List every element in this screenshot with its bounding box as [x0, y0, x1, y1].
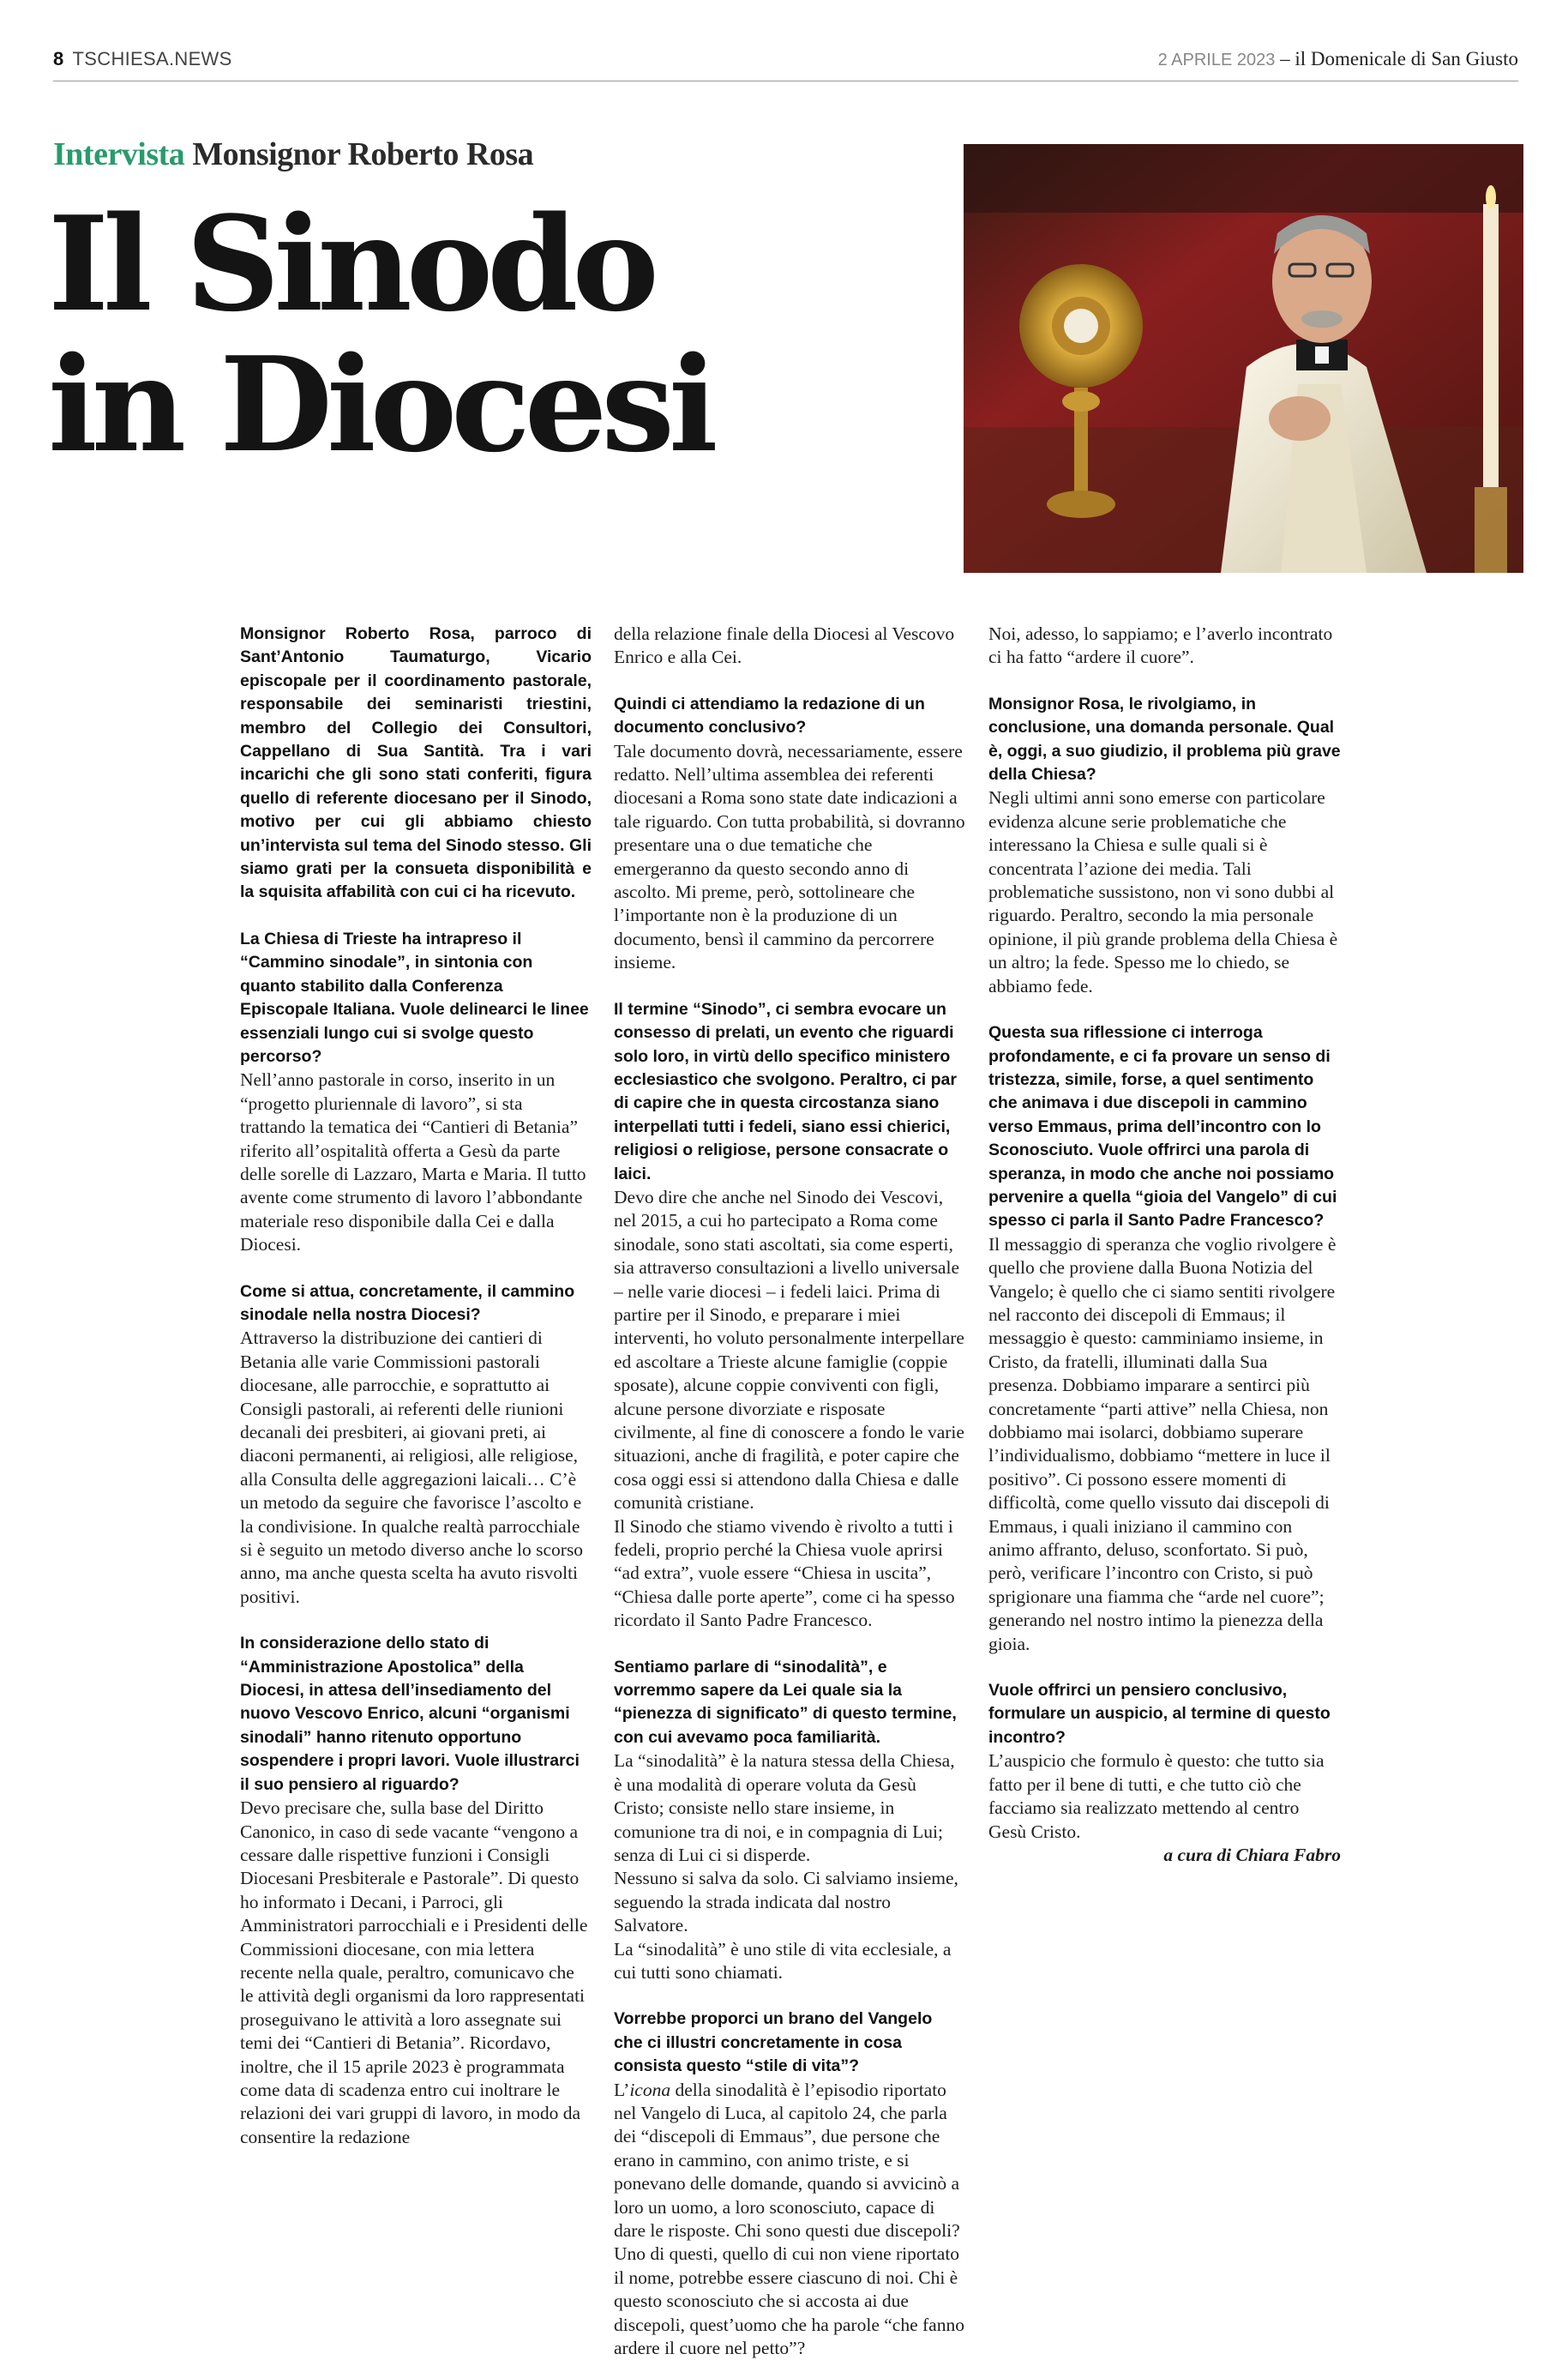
question-5: Il termine “Sinodo”, ci sembra evocare un consesso di prelati, un evento che riguardi solo loro, in virtù dello specifico ministero ecclesiastico che svolgono. Peraltro, ci par di capire che in questa circostanza siano interpellati tutti i fedeli, siano essi chierici, religiosi o religiose, persone consacrate o laici.: [614, 999, 957, 1183]
header-dash: –: [1280, 48, 1290, 69]
answer-2: Attraverso la distribuzione dei cantieri di Betania alle varie Commissioni pastorali diocesane, alle parrocchie, e soprattutto ai Consigli pastorali, ai referenti delle riunioni decanali dei presbiteri, ai giovani preti, ai diaconi permanenti, ai religiosi, alle religiose, alla Consulta delle aggregazioni laicali… C’è un metodo da seguire che favorisce l’ascolto e la condivisione. In qualche realtà parrocchiale si è seguito un metodo diverso anche lo scorso anno, ma anche questa scelta ha avuto risvolti positivi.: [240, 1328, 584, 1607]
article-photo: [964, 144, 1523, 573]
article-column-3: [988, 623, 1341, 1890]
issue-date: 2 APRILE 2023: [1157, 51, 1276, 69]
question-1: La Chiesa di Trieste ha intrapreso il “Cammino sinodale”, in sintonia con quanto stabilito dalla Conferenza Episcopale Italiana. Vuole delinearci le linee essenziali lungo cui si svolge questo percorso?: [240, 929, 589, 1066]
question-9: Questa sua riflessione ci interroga profondamente, e ci fa provare un senso di tristezza, simile, forse, a quel sentimento che animava i due discepoli in cammino verso Emmaus, prima dell’incontro con lo Sconosciuto. Vuole offrirci una parola di speranza, in modo che anche noi possiamo pervenire a quella “gioia del Vangelo” di cui spesso ci parla il Santo Padre Francesco?: [988, 1023, 1337, 1231]
question-4: Quindi ci attendiamo la redazione di un documento conclusivo?: [614, 694, 925, 738]
headline-line-1: Il Sinodo: [48, 187, 653, 340]
question-8: Monsignor Rosa, le rivolgiamo, in conclusione, una domanda personale. Qual è, oggi, a suo giudizio, il problema più grave della Chiesa?: [988, 694, 1341, 785]
header-left: [53, 48, 232, 70]
answer-9: Il messaggio di speranza che voglio rivolgere è quello che proviene dalla Buona Notizia del Vangelo; è quello che ci siamo sentiti rivolgere nel racconto dei discepoli di Emmaus; il messaggio è questo: camminiamo insieme, in Cristo, da fratelli, illuminati dalla Sua presenza. Dobbiamo imparare a sentirci più concretamente “parti attive” nella Chiesa, non dobbiamo mai isolarci, dobbiamo superare l’individualismo, dobbiamo “mettere in luce il positivo”. Ci possono essere momenti di difficoltà, come quello vissuto dai discepoli di Emmaus, i quali iniziano il cammino con animo affranto, deluso, sconfortato. Si può, però, verificare l’incontro con Cristo, si può sprigionare una fiamma che “arde nel cuore”; generando nel nostro intimo la pienezza della gioia.: [988, 1233, 1337, 1654]
article-headline: [48, 187, 712, 481]
page-number: 8: [53, 48, 64, 69]
kicker-person: Monsignor Roberto Rosa: [192, 136, 534, 172]
article-intro: Monsignor Roberto Rosa, parroco di Sant’Antonio Taumaturgo, Vicario episcopale per il coordinamento pastorale, responsabile dei seminaristi triestini, membro del Collegio dei Consultori, Cappellano di Sua Santità. Tra i vari incarichi che gli sono stati conferiti, figura quello di referente diocesano per il Sinodo, motivo per cui gli abbiamo chiesto un’intervista sul tema del Sinodo stesso. Gli siamo grati per la consueta disponibilità e la squisita affabilità con cui ci ha ricevuto.: [240, 624, 592, 902]
question-2: Come si attua, concretamente, il cammino sinodale nella nostra Diocesi?: [240, 1281, 575, 1324]
article-column-2: [614, 623, 965, 2360]
headline-line-2: in Diocesi: [48, 328, 712, 481]
kicker-label: Intervista: [53, 136, 185, 172]
answer-7-text: della sinodalità è l’episodio riportato nel Vangelo di Luca, al capitolo 24, che parla dei “discepoli di Emmaus”, due persone che erano in cammino, con animo triste, e si ponevano delle domande, quando si avvicinò a loro un uomo, a loro sconosciuto, capace di dare le risposte. Chi sono questi due discepoli? Uno di questi, quello di cui non viene riportato il nome, potrebbe essere ciascuno di noi. Chi è questo sconosciuto che si accosta ai due discepoli, quest’uomo che ha parole “che fanno ardere il cuore nel petto”?: [614, 2079, 964, 2359]
question-3: In considerazione dello stato di “Amministrazione Apostolica” della Diocesi, in attesa dell’insediamento del nuovo Vescovo Enrico, alcuni “organismi sinodali” hanno ritenuto opportuno sospendere i propri lavori. Vuole illustrarci il suo pensiero al riguardo?: [240, 1634, 580, 1794]
answer-6-part-2: Nessuno si salva da solo. Ci salviamo insieme, seguendo la strada indicata dal nostro Salvatore.: [614, 1868, 958, 1936]
answer-4: Tale documento dovrà, necessariamente, essere redatto. Nell’ultima assemblea dei referenti diocesani a Roma sono state date indicazioni a tale riguardo. Con tutta probabilità, si dovranno presentare una o due tematiche che emergeranno da questo secondo anno di ascolto. Mi preme, però, sottolineare che l’importante non è la produzione di un documento, bensì il cammino da percorrere insieme.: [614, 740, 965, 973]
answer-7-part-2: Noi, adesso, lo sappiamo; e l’averlo incontrato ci ha fatto “ardere il cuore”.: [988, 623, 1333, 668]
question-6: Sentiamo parlare di “sinodalità”, e vorremmo sapere da Lei quale sia la “pienezza di significato” di questo termine, con cui avevamo poca familiarità.: [614, 1657, 957, 1747]
article-kicker: [53, 135, 533, 173]
priest-monstrance-photo: [964, 144, 1523, 573]
answer-5: Devo dire che anche nel Sinodo dei Vescovi, nel 2015, a cui ho partecipato a Roma come sinodale, sono stati ascoltati, sia come esperti, sia attraverso consultazioni a livello universale – nelle varie diocesi – i fedeli laici. Prima di partire per il Sinodo, e preparare i miei interventi, ho voluto personalmente interpellare ed ascoltare a Trieste alcune famiglie (coppie sposate), alcune coppie conviventi con figli, alcune persone divorziate e risposate civilmente, al fine di conoscere a fondo le varie situazioni, anche di fragilità, e poter capire che cosa oggi essi si attendono dalla Chiesa e dalle comunità cristiane.: [614, 1186, 964, 1514]
question-7: Vorrebbe proporci un brano del Vangelo che ci illustri concretamente in cosa consista questo “stile di vita”?: [614, 2009, 933, 2076]
answer-1: Nell’anno pastorale in corso, inserito in un “progetto pluriennale di lavoro”, si sta trattando la tematica dei “Cantieri di Betania” riferito all’ospitalità offerta a Gesù da parte delle sorelle di Lazzaro, Marta e Maria. Il tutto avente come strumento di lavoro l’abbondante materiale reso disponibile dalla Cei e dalla Diocesi.: [240, 1069, 586, 1255]
answer-6-part-3: La “sinodalità” è uno stile di vita ecclesiale, a cui tutti sono chiamati.: [614, 1938, 952, 1983]
answer-7-start: [614, 2079, 965, 2360]
publication-name: il Domenicale di San Giusto: [1295, 48, 1518, 69]
answer-3-continued: della relazione finale della Diocesi al Vescovo Enrico e alla Cei.: [614, 623, 955, 668]
answer-6: La “sinodalità” è la natura stessa della Chiesa, è una modalità di operare voluta da Gesù Cristo; consiste nello stare insieme, in comunione tra di noi, e in compagnia di Lui; senza di Lui ci si disperde.: [614, 1750, 955, 1865]
page-header: [53, 45, 1518, 81]
answer-10: L’auspicio che formulo è questo: che tutto sia fatto per il bene di tutti, e che tutto ciò che facciamo sia realizzato mettendo al centro Gesù Cristo.: [988, 1750, 1325, 1842]
article-column-1: [240, 623, 592, 2149]
answer-8: Negli ultimi anni sono emerse con particolare evidenza alcune serie problematiche che interessano la Chiesa e sulle quali si è concentrata l’azione dei media. Tali problematiche sussistono, non vi sono dubbi al riguardo. Peraltro, secondo la mia personale opinione, il più grande problema della Chiesa è un altro; la fede. Spesso me lo chiedo, se abbiamo fede.: [988, 787, 1338, 996]
site-name[interactable]: TSCHIESA.NEWS: [72, 48, 232, 69]
header-right: [1158, 48, 1518, 70]
answer-7-emphasis: icona: [629, 2079, 671, 2100]
answer-3: Devo precisare che, sulla base del Diritto Canonico, in caso di sede vacante “vengono a cessare dalle rispettive funzioni i Consigli Diocesani Presbiterale e Pastorale”. Di questo ho informato i Decani, i Parroci, gli Amministratori parrocchiali e i Presidenti delle Commissioni diocesane, con mia lettera recente nella quale, peraltro, comunicavo che le attività degli organismi da loro rappresentati proseguivano le attività a loro assegnate sui temi dei “Cantieri di Betania”. Ricordavo, inoltre, che il 15 aprile 2023 è programmata come data di scadenza entro cui inoltrare le relazioni dei vari gruppi di lavoro, in modo da consentire la redazione: [240, 1797, 588, 2147]
author-signature: a cura di Chiara Fabro: [1163, 1844, 1341, 1865]
question-10: Vuole offrirci un pensiero conclusivo, formulare un auspicio, al termine di questo incontro?: [988, 1681, 1331, 1747]
answer-7-lead: L’: [614, 2079, 630, 2100]
answer-5-part-2: Il Sinodo che stiamo vivendo è rivolto a tutti i fedeli, proprio perché la Chiesa vuole aprirsi “ad extra”, vuole essere “Chiesa in uscita”, “Chiesa dalle porte aperte”, come ci ha spesso ricordato il Santo Padre Francesco.: [614, 1515, 955, 1631]
